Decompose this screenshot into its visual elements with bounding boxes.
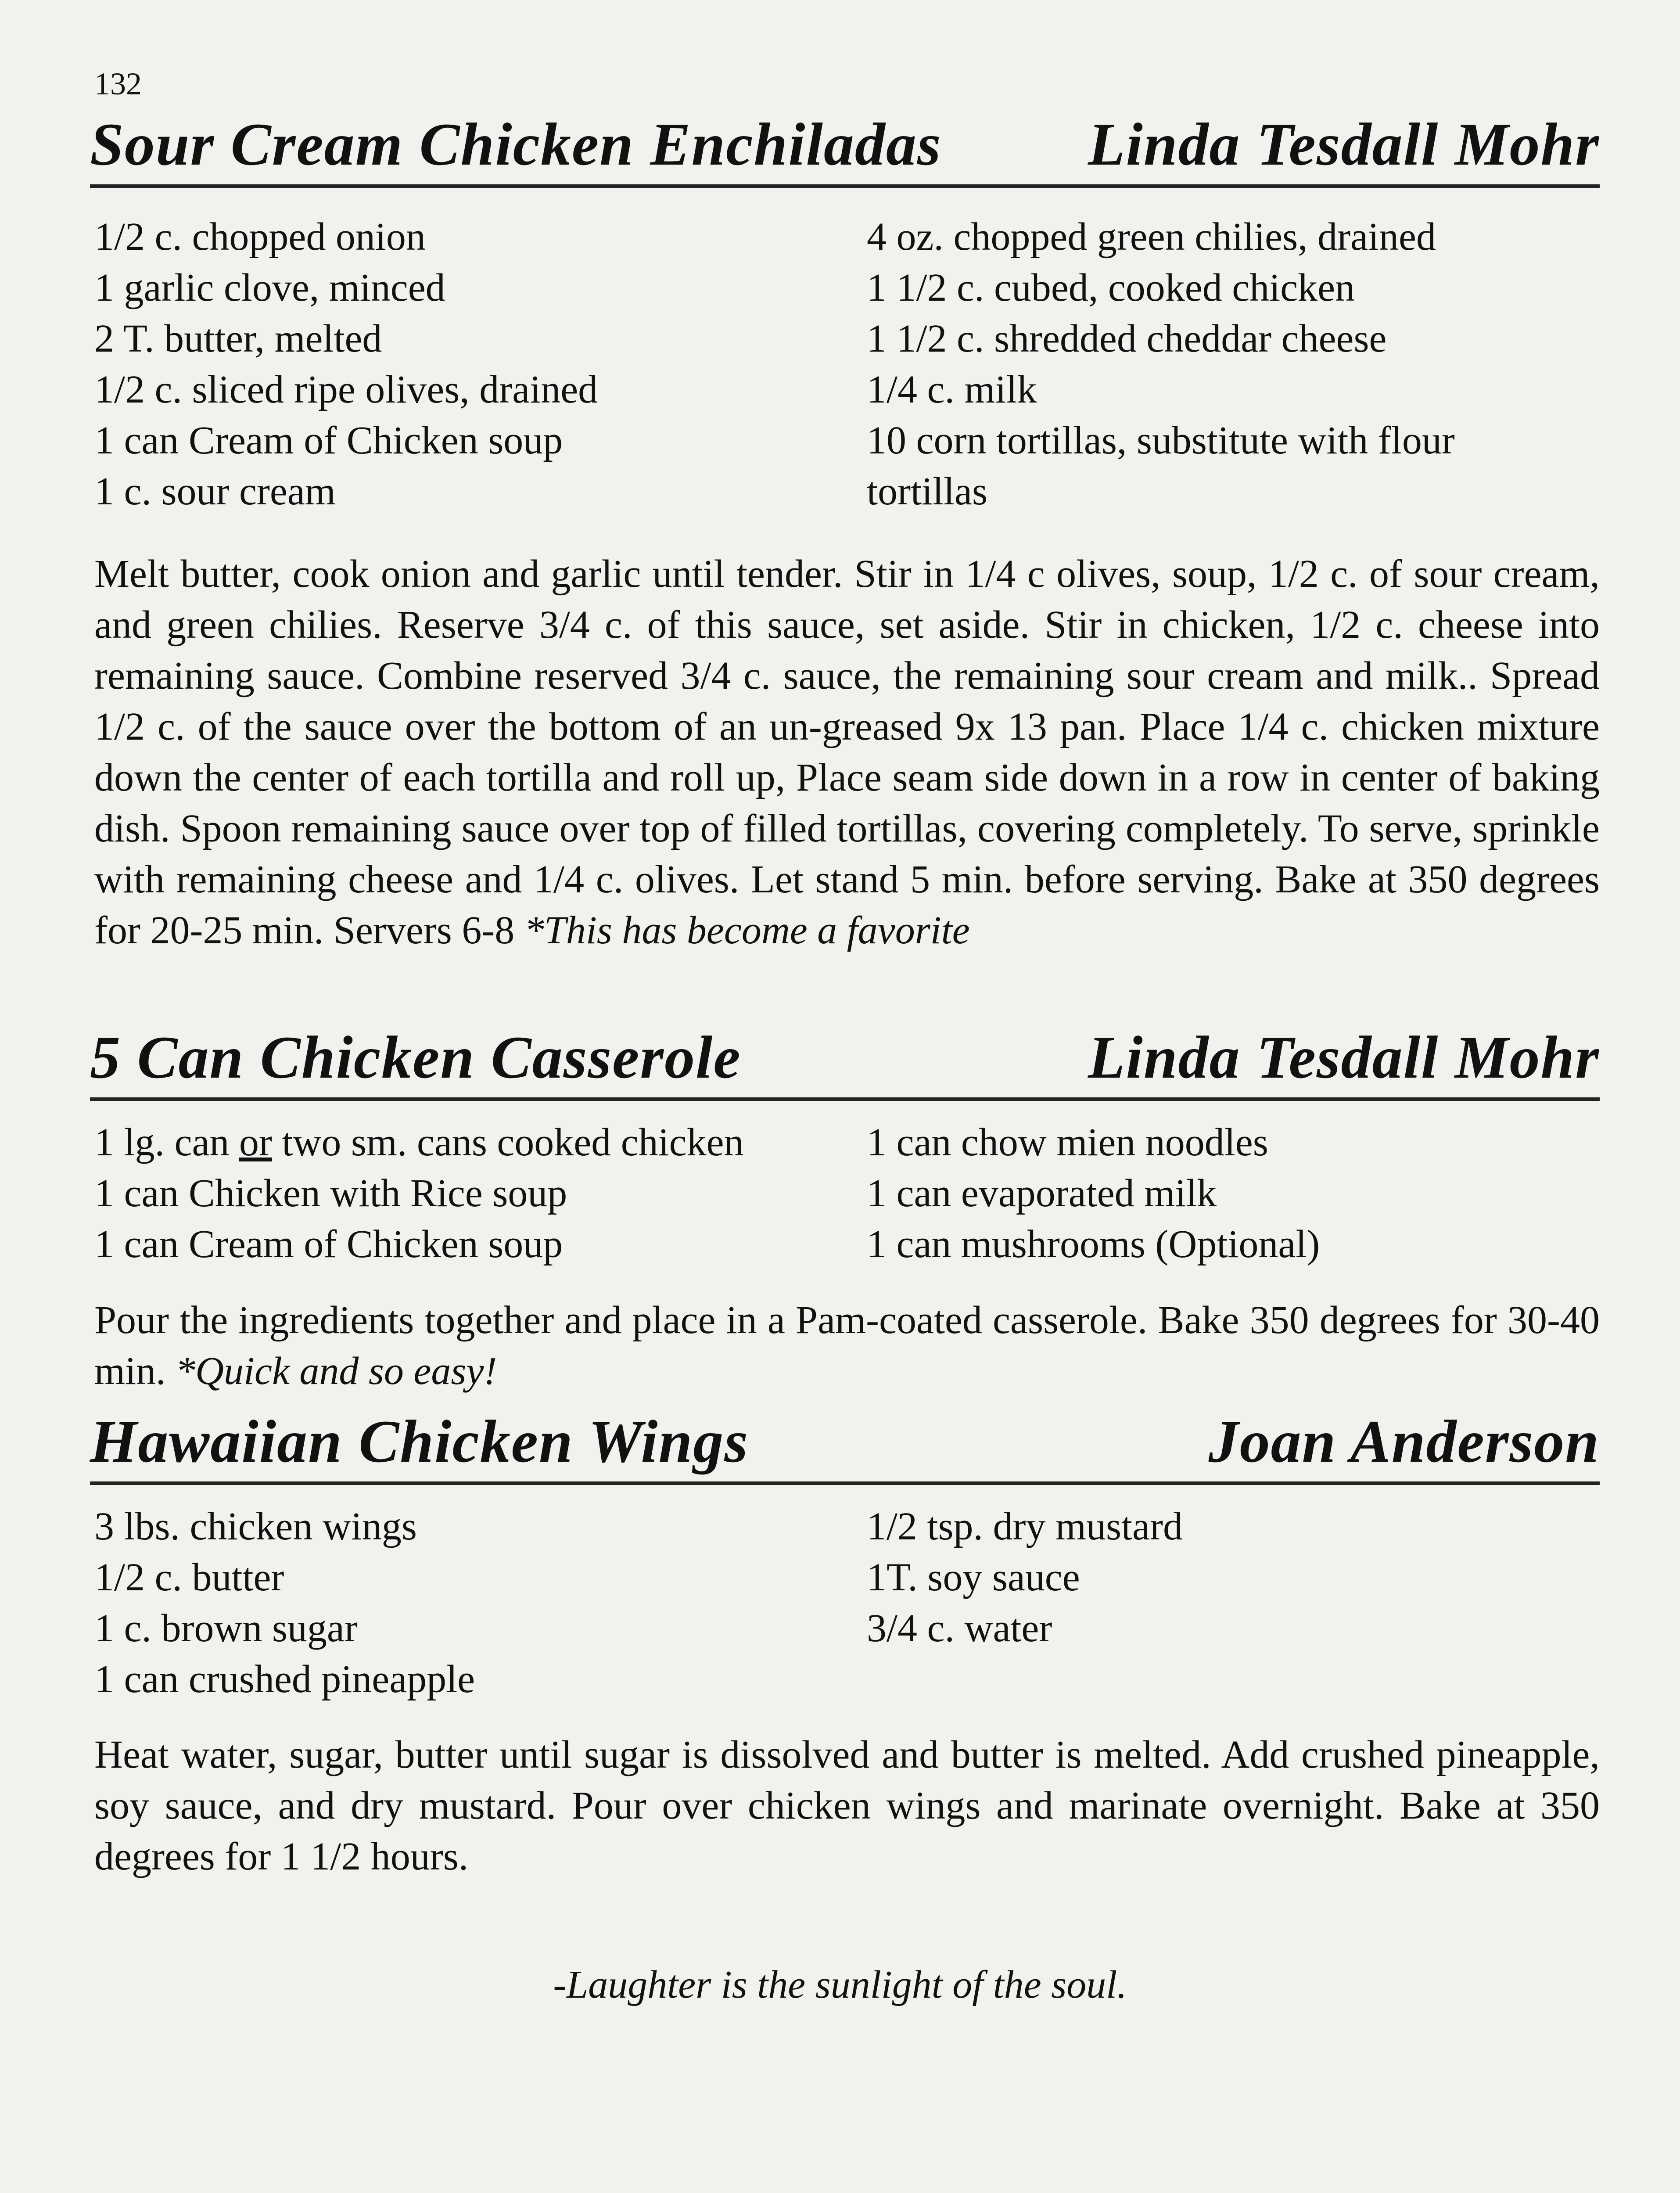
ingredient: 1/2 c. sliced ripe olives, drained <box>94 368 598 411</box>
recipe-author: Linda Tesdall Mohr <box>1088 111 1600 178</box>
ingredient: 1 garlic clove, minced <box>94 266 445 309</box>
page-number: 132 <box>94 66 142 101</box>
directions-note: *This has become a favorite <box>524 909 970 952</box>
recipe-title: Hawaiian Chicken Wings <box>90 1408 749 1475</box>
ingredient: 1 1/2 c. cubed, cooked chicken <box>867 266 1355 309</box>
recipe-title: Sour Cream Chicken Enchiladas <box>90 111 942 178</box>
recipe-title: 5 Can Chicken Casserole <box>90 1024 741 1091</box>
ingredient: 1 c. brown sugar <box>94 1607 358 1650</box>
recipe-directions: Heat water, sugar, butter until sugar is dissolved and butter is melted. Add crushed pineapple, soy sauce, and dry mustard. Pour over chicken wings and marinate overnight. Bake at 350 degrees for 1 1/2 hours. <box>94 1733 1600 1878</box>
ingredients-right <box>867 212 1455 517</box>
ingredient: 1 1/2 c. shredded cheddar cheese <box>867 317 1387 360</box>
ingredient: 1T. soy sauce <box>867 1556 1080 1599</box>
recipe-author: Joan Anderson <box>1208 1408 1600 1475</box>
ingredient: 2 T. butter, melted <box>94 317 382 360</box>
ingredient: 3 lbs. chicken wings <box>94 1505 417 1548</box>
ingredients-left <box>94 212 598 517</box>
recipe-directions <box>94 549 1600 956</box>
ingredient: 1/4 c. milk <box>867 368 1037 411</box>
ingredients-right <box>867 1117 1320 1270</box>
ingredient: 1 lg. can or two sm. cans cooked chicken <box>94 1121 744 1164</box>
directions-note: *Quick and so easy! <box>176 1349 497 1393</box>
ingredients-right <box>867 1501 1183 1654</box>
ingredient: 1 can Cream of Chicken soup <box>94 1222 563 1266</box>
ingredient: 1/2 c. butter <box>94 1556 284 1599</box>
recipe-title-row-wings <box>90 1409 1600 1485</box>
closing-quote: -Laughter is the sunlight of the soul. <box>553 1963 1127 2006</box>
ingredient: 1/2 c. chopped onion <box>94 215 426 259</box>
ingredient: 1 can evaporated milk <box>867 1172 1217 1215</box>
recipe-title-row-enchiladas <box>90 112 1600 188</box>
directions-text: Pour the ingredients together and place in a Pam-coated casserole. Bake 350 degrees for 30-40 min. <box>94 1298 1600 1393</box>
ingredient: 10 corn tortillas, substitute with flour <box>867 419 1455 462</box>
ingredient: tortillas <box>867 470 987 513</box>
directions-text: Melt butter, cook onion and garlic until tender. Stir in 1/4 c olives, soup, 1/2 c. of sour cream, and green chilies. Reserve 3/4 c. of this sauce, set aside. Stir in chicken, 1/2 c. cheese into remaining sauce. Combine reserved 3/4 c. sauce, the remaining sour cream and milk.. Spread 1/2 c. of the sauce over the bottom of an un-greased 9x 13 pan. Place 1/4 c. chicken mixture down the center of each tortilla and roll up, Place seam side down in a row in center of baking dish. Spoon remaining sauce over top of filled tortillas, covering completely. To serve, sprinkle with remaining cheese and 1/4 c. olives. Let stand 5 min. before serving. Bake at 350 degrees for 20-25 min. Servers 6-8 <box>94 552 1600 952</box>
ingredient: 1 can crushed pineapple <box>94 1657 475 1701</box>
recipe-directions <box>94 1295 1600 1397</box>
ingredients-left <box>94 1117 744 1270</box>
ingredient: 1 can Chicken with Rice soup <box>94 1172 567 1215</box>
recipe-author: Linda Tesdall Mohr <box>1088 1024 1600 1091</box>
ingredient: 1 can chow mien noodles <box>867 1121 1268 1164</box>
ingredient: 1 c. sour cream <box>94 470 336 513</box>
ingredient: 1 can Cream of Chicken soup <box>94 419 563 462</box>
ingredient: 1/2 tsp. dry mustard <box>867 1505 1183 1548</box>
ingredient: 4 oz. chopped green chilies, drained <box>867 215 1436 259</box>
ingredient: 1 can mushrooms (Optional) <box>867 1222 1320 1266</box>
ingredients-left <box>94 1501 475 1705</box>
ingredient: 3/4 c. water <box>867 1607 1052 1650</box>
recipe-title-row-casserole <box>90 1025 1600 1101</box>
